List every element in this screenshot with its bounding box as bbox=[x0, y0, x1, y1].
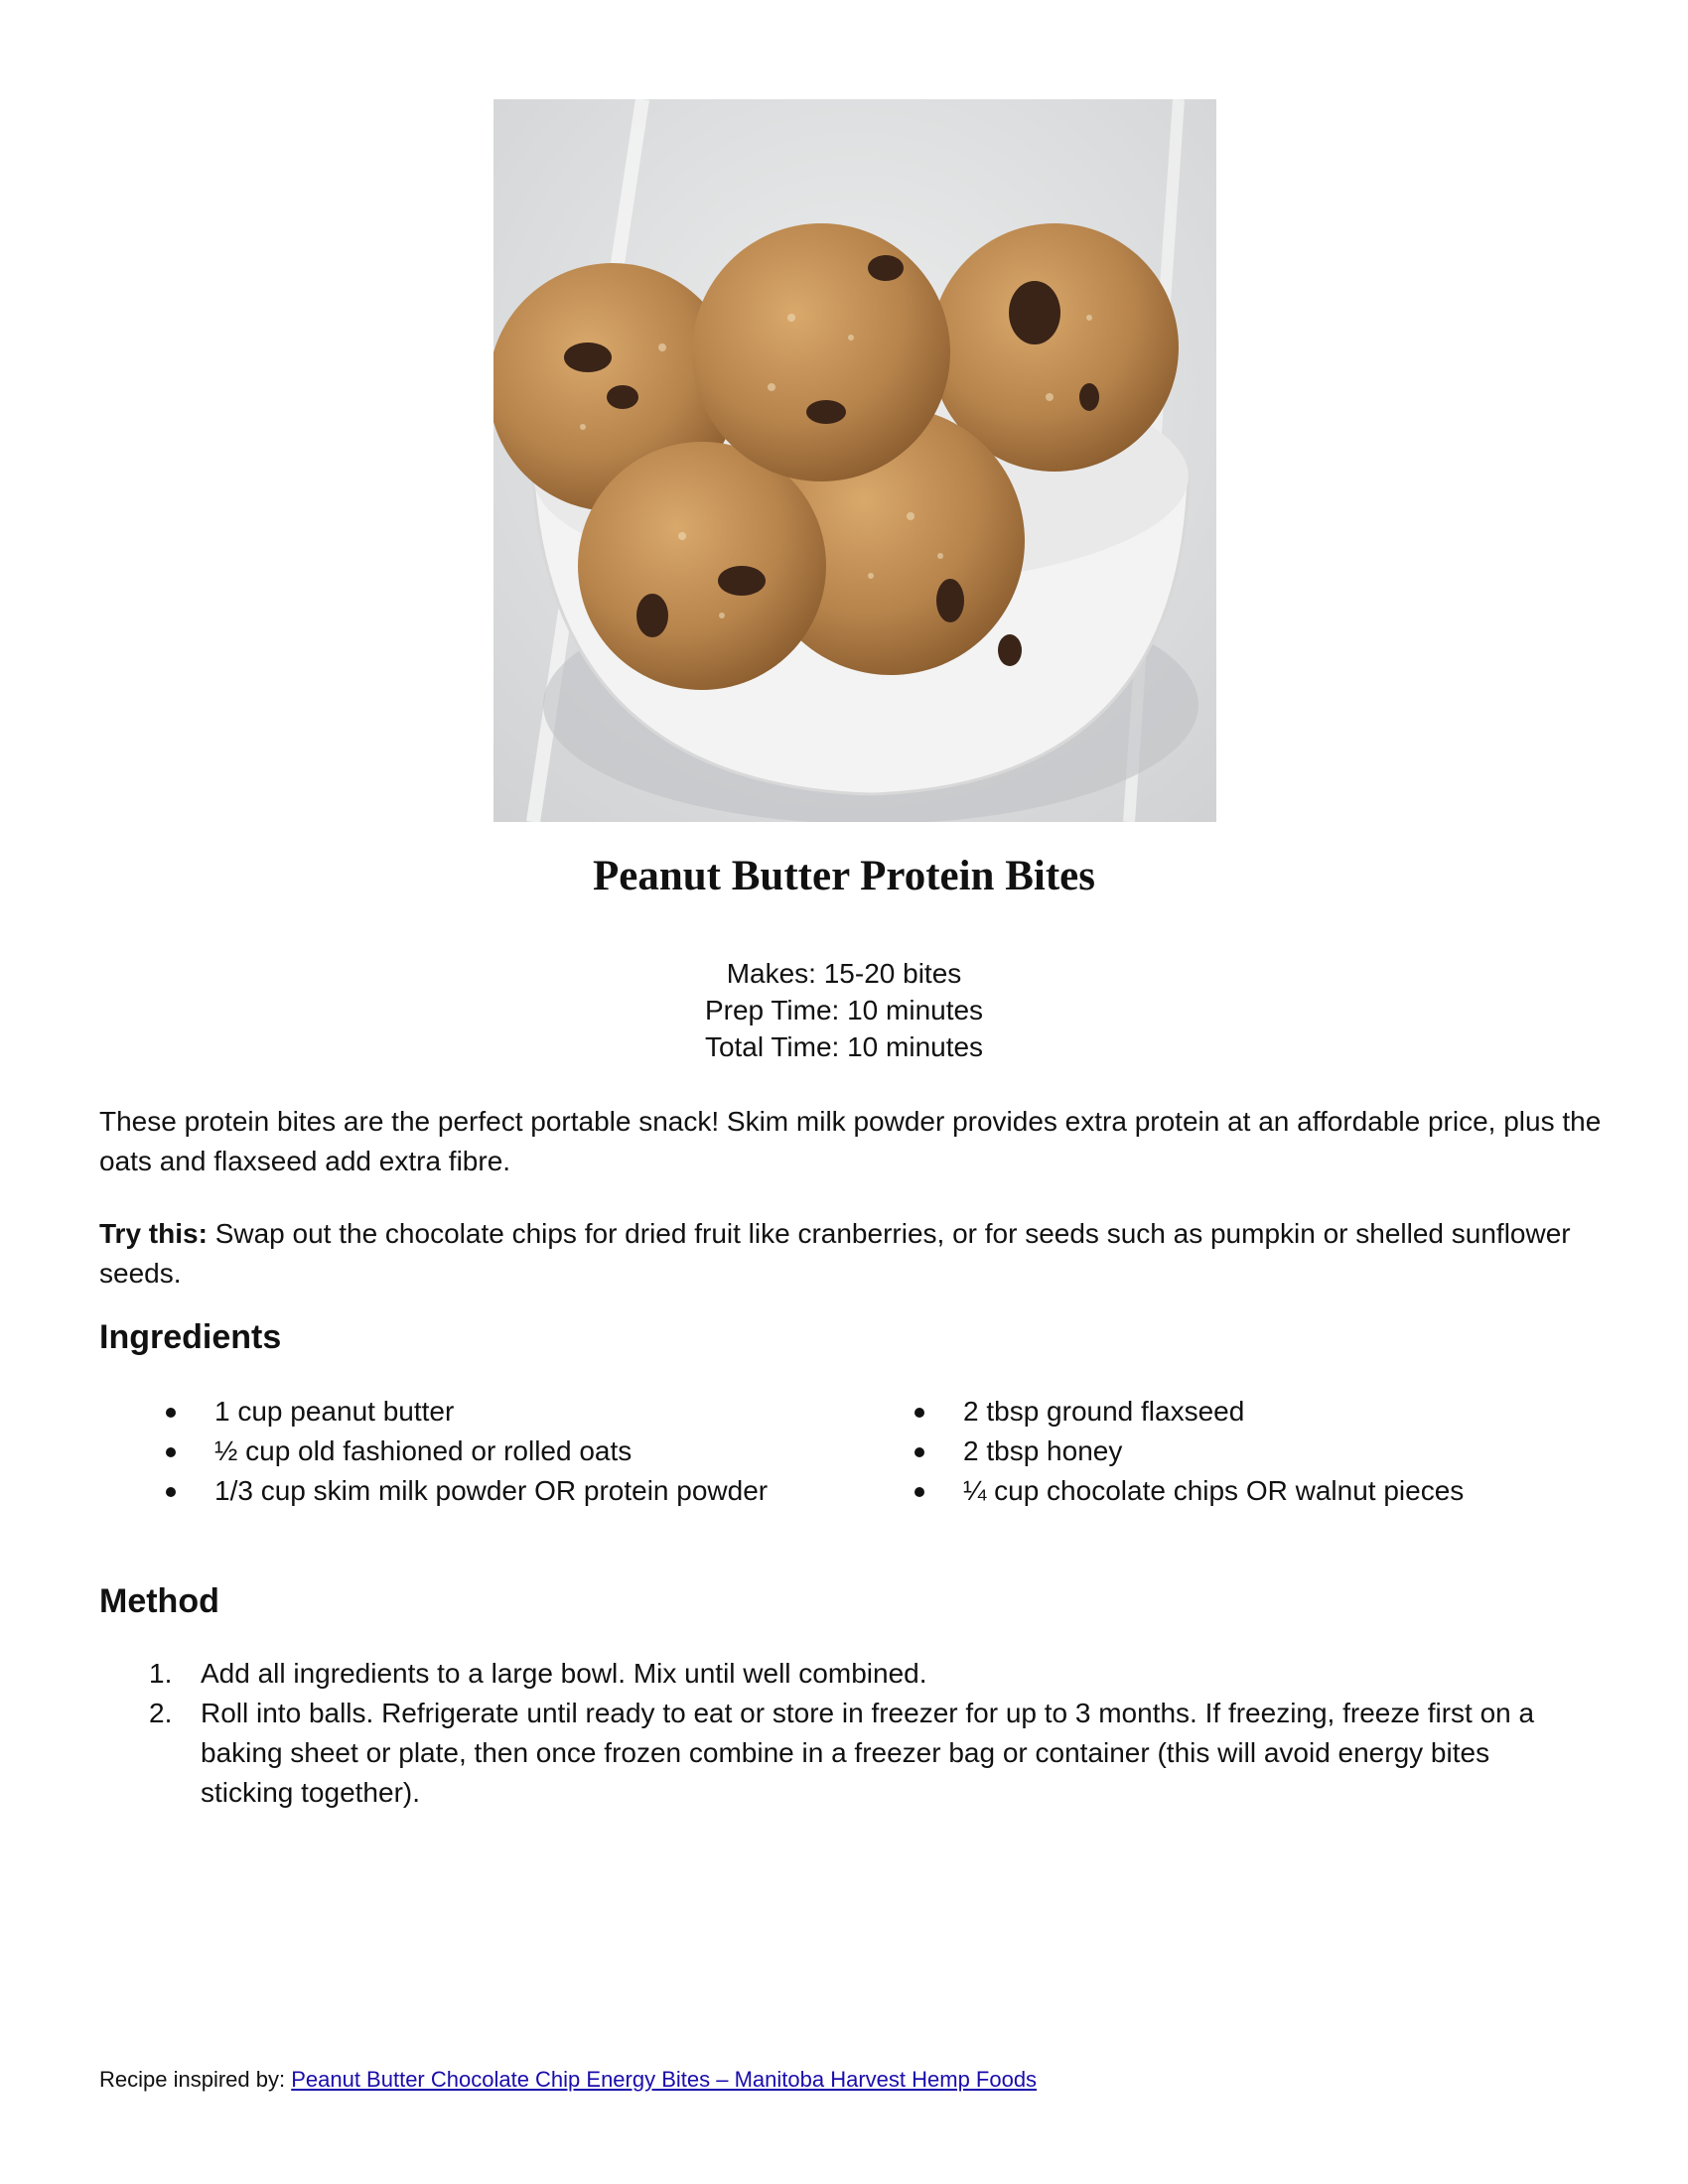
ingredient-item: 2 tbsp ground flaxseed bbox=[912, 1392, 1464, 1432]
ingredients-list-left bbox=[163, 1392, 768, 1511]
method-step bbox=[149, 1654, 1569, 1694]
prep-time-text: Prep Time: 10 minutes bbox=[704, 995, 984, 1025]
total-time-text: Total Time: 10 minutes bbox=[704, 1031, 984, 1062]
ingredients-heading: Ingredients bbox=[99, 1318, 282, 1356]
ingredients-list-right bbox=[912, 1392, 1464, 1511]
intro-paragraph: These protein bites are the perfect portable snack! Skim milk powder provides extra protein at an affordable price, plus the oats and flaxseed add extra fibre. bbox=[99, 1106, 1602, 1176]
recipe-footer bbox=[99, 2067, 1037, 2093]
step-text: Roll into balls. Refrigerate until ready to eat or store in freezer for up to 3 months. If freezing, freeze first on a baking sheet or plate, then once frozen combine in a freezer bag or container (this will avoid energy bites sticking together). bbox=[201, 1698, 1535, 1808]
step-number: 1. bbox=[149, 1658, 173, 1689]
ingredient-item: 2 tbsp honey bbox=[912, 1432, 1464, 1471]
ingredient-item: ½ cup old fashioned or rolled oats bbox=[163, 1432, 768, 1471]
method-steps bbox=[149, 1654, 1569, 1813]
recipe-photo bbox=[493, 99, 1216, 822]
ingredient-item: 1 cup peanut butter bbox=[163, 1392, 768, 1432]
footer-prefix: Recipe inspired by: bbox=[99, 2067, 292, 2092]
ingredient-item: ¼ cup chocolate chips OR walnut pieces bbox=[912, 1471, 1464, 1511]
tip-label: Try this: bbox=[99, 1218, 208, 1249]
recipe-title: Peanut Butter Protein Bites bbox=[593, 853, 1095, 899]
ingredient-item: 1/3 cup skim milk powder OR protein powder bbox=[163, 1471, 768, 1511]
step-text: Add all ingredients to a large bowl. Mix until well combined. bbox=[201, 1658, 927, 1689]
makes-text: Makes: 15-20 bites bbox=[726, 958, 962, 989]
method-heading: Method bbox=[99, 1582, 219, 1620]
recipe-meta bbox=[0, 955, 1688, 1065]
step-number: 2. bbox=[149, 1698, 173, 1728]
source-link[interactable]: Peanut Butter Chocolate Chip Energy Bites – Manitoba Harvest Hemp Foods bbox=[291, 2067, 1038, 2092]
food-photo-icon bbox=[493, 99, 1216, 822]
tip-paragraph bbox=[99, 1214, 1618, 1294]
method-step bbox=[149, 1694, 1569, 1813]
tip-text: Swap out the chocolate chips for dried fruit like cranberries, or for seeds such as pumpkin or shelled sunflower seeds. bbox=[99, 1218, 1571, 1289]
